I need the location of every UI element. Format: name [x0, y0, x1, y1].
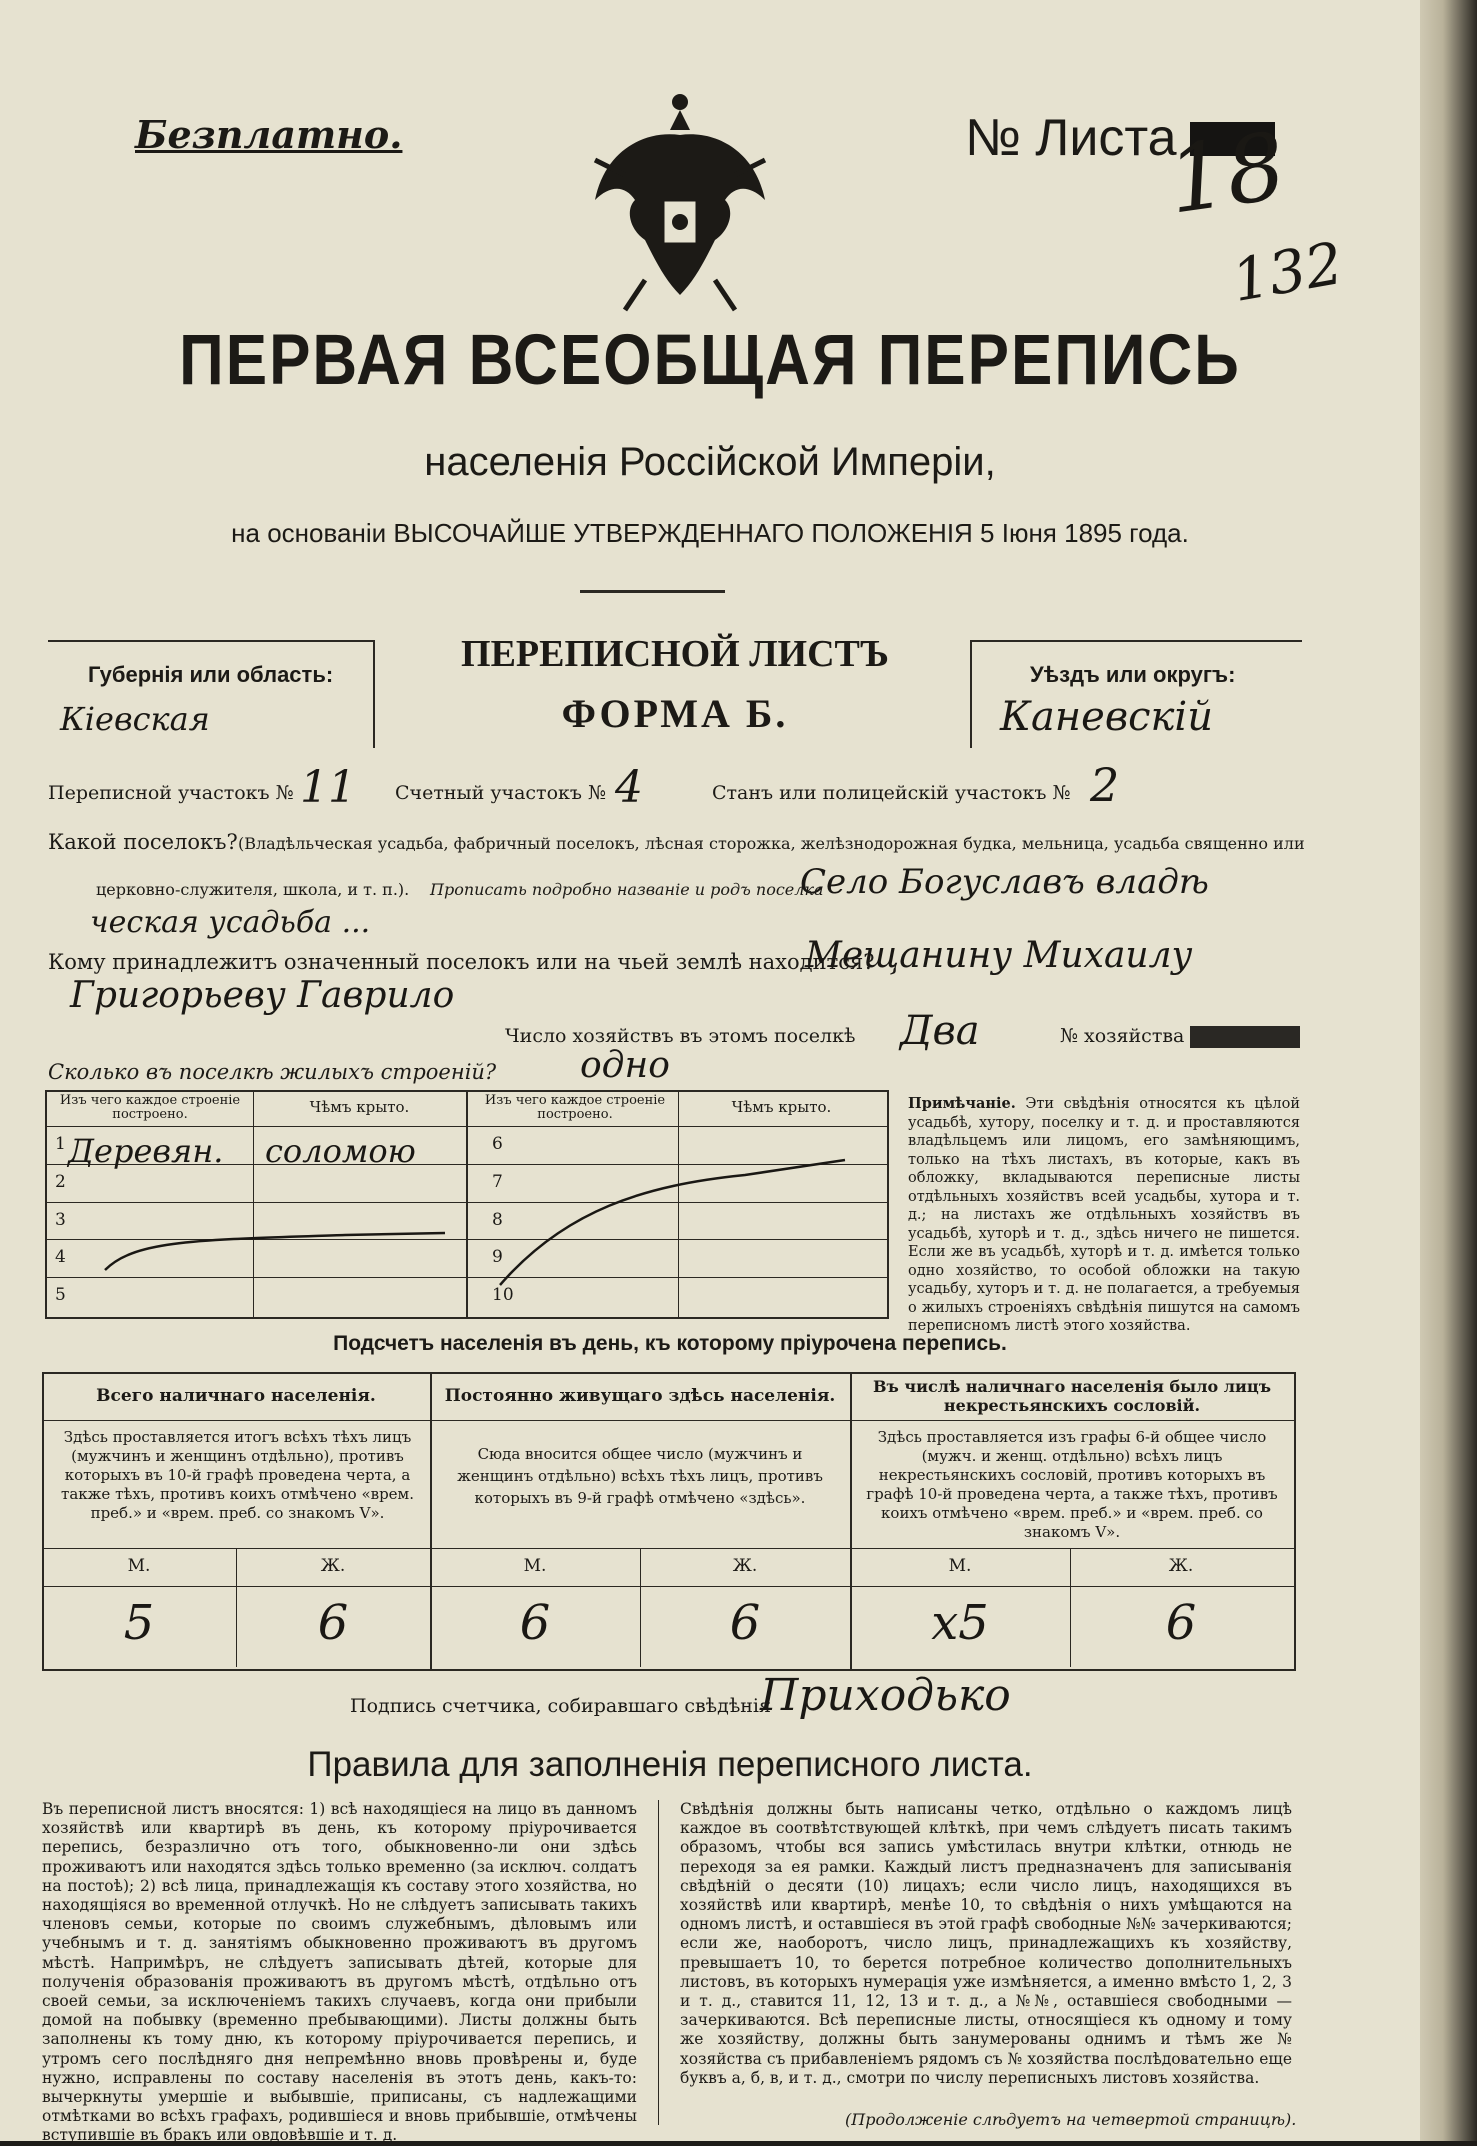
household-number-label: № хозяйства — [1060, 1025, 1185, 1047]
sheet-number-label: № Листа — [965, 109, 1177, 167]
archive-number: 132 — [1226, 228, 1348, 316]
schetny-label: Счетный участокъ № — [395, 782, 606, 804]
count-female-label: Ж. — [1168, 1556, 1194, 1576]
row1-material: Деревян. — [68, 1132, 224, 1170]
count-title: Подсчетъ населенія въ день, къ которому пріурочена перепись. — [333, 1332, 1007, 1355]
household-number-redaction — [1190, 1026, 1300, 1048]
owner-label: Кому принадлежитъ означенный поселокъ или на чьей землѣ находится? — [48, 950, 875, 974]
buildings-row-number-right: 6 — [492, 1134, 503, 1154]
count-value: 5 — [123, 1595, 155, 1651]
signature-label: Подпись счетчика, собиравшаго свѣдѣнія — [350, 1695, 771, 1717]
rules-column-divider — [658, 1800, 659, 2125]
signature-value: Приходько — [760, 1670, 1011, 1721]
count-col2-text: Сюда вносится общее число (мужчинъ и женщинъ отдѣльно) всѣхъ тѣхъ лицъ, противъ которыхъ въ 9-й графѣ отмѣчено «здѣсь». — [457, 1445, 823, 1507]
perepisnoy-label: Переписной участокъ № — [48, 782, 294, 804]
poselok-hint-2: церковно-служителя, школа, и т. п.). — [96, 880, 410, 899]
note-text: Эти свѣдѣнія относятся къ цѣлой усадьбѣ, хутору, поселку и т. д. и проставляются владѣльцемъ или лицомъ, его замѣняющимъ, только на тѣхъ листахъ, въ которые, какъ въ обложку, вкладываются переписные листы отдѣльныхъ хозяйствъ всей усадьбы, хутора и т. д.; на листахъ же отдѣльныхъ хозяйствъ въ усадьбѣ, хуторѣ и т. д., здѣсь ничего не пишется. Если же въ усадьбѣ, хуторѣ и т. д. имѣется только одно хозяйство, то особой обложки на такую усадьбу, хуторъ и т. д. не полагается, а требуемыя о жилыхъ строеніяхъ свѣдѣнія пишутся на самомъ переписномъ листѣ этого хозяйства. — [908, 1096, 1300, 1334]
buildings-col1-header-left: Изъ чего каждое строеніе построено. — [59, 1093, 241, 1122]
rules-right-text: Свѣдѣнія должны быть написаны четко, отдѣльно о каждомъ лицѣ каждое въ соотвѣтствующей клѣткѣ, при чемъ слѣдуетъ писать такимъ образомъ, чтобы вся запись умѣстилась внутри клѣтки, отнюдь не переходя за ея рамки. Каждый листъ предназначенъ для записыванія свѣдѣній о десяти (10) лицахъ; если число лицъ, находящихся въ хозяйствѣ или квартирѣ, менѣе 10, то свѣдѣнія о нихъ умѣщаются на одномъ листѣ, и оставшіеся въ этой графѣ свободные №№ зачеркиваются; если же, наоборотъ, число лицъ, принадлежащихъ къ хозяйству, превышаетъ 10, то берется потребное количество дополнительныхъ листовъ, въ которыхъ нумерація уже измѣняется, а именно вмѣсто 1, 2, 3 и т. д., ставится 11, 12, 13 и т. д., а №№, оставшіеся свободными — зачеркиваются. Всѣ переписные листы, относящіеся къ одному и тому же хозяйству, должны быть занумерованы однимъ и тѣмъ же № хозяйства съ прибавленіемъ рядомъ съ № хозяйства послѣдовательно еще буквъ а, б, в, и т. д., смотри по числу переписныхъ листовъ хозяйства. — [680, 1800, 1292, 2087]
count-value: 6 — [1165, 1595, 1197, 1651]
poselok-value-1: Село Богуславъ владѣ — [800, 862, 1209, 902]
buildings-row-number-right: 9 — [492, 1247, 503, 1268]
buildings-row-number-left: 3 — [55, 1209, 66, 1230]
poselok-value-2: ческая усадьба ... — [90, 905, 371, 940]
households-value: Два — [900, 1008, 980, 1054]
buildings-row-number-left: 2 — [55, 1171, 66, 1192]
uezd-label: Уѣздъ или округъ: — [1030, 662, 1236, 687]
buildings-col1-header-right: Изъ чего каждое строеніе построено. — [484, 1093, 666, 1122]
census-title: ПЕРВАЯ ВСЕОБЩАЯ ПЕРЕПИСЬ — [179, 320, 1241, 401]
poselok-label: Какой поселокъ? — [48, 830, 238, 854]
count-value: 6 — [519, 1595, 551, 1651]
perepisnoy-value: 11 — [300, 762, 356, 813]
sheet-number-value: 18 — [1161, 112, 1292, 235]
strike-through-marks — [45, 1090, 887, 1317]
note-label: Примѣчаніе. — [908, 1095, 1016, 1112]
count-male-label: М. — [127, 1556, 151, 1576]
buildings-row-number-left: 1 — [55, 1134, 66, 1154]
count-value: 6 — [317, 1595, 349, 1651]
header-divider — [580, 590, 725, 593]
count-value: 6 — [729, 1595, 761, 1651]
imperial-eagle-emblem — [585, 90, 775, 320]
buildings-col2-header-right: Чѣмъ крыто. — [731, 1098, 832, 1116]
stan-label: Станъ или полицейскій участокъ № — [712, 782, 1071, 804]
buildings-col2-header-left: Чѣмъ крыто. — [309, 1098, 410, 1116]
count-col2-title: Постоянно живущаго здѣсь населенія. — [444, 1386, 836, 1406]
rules-continued: (Продолженіе слѣдуетъ на четвертой страницѣ). — [845, 2110, 1297, 2129]
guberniya-value: Кіевская — [60, 700, 210, 738]
schetny-value: 4 — [615, 762, 643, 813]
sheet-title: ПЕРЕПИСНОЙ ЛИСТЪ — [461, 633, 889, 675]
count-col1-text: Здѣсь проставляется итогъ всѣхъ тѣхъ лицъ (мужчинъ и женщинъ отдѣльно), противъ которыхъ въ 10-й графѣ проведена черта, а также тѣхъ, противъ коихъ отмѣчено «врем. преб.» и «врем. преб. со знакомъ V». — [61, 1428, 414, 1522]
count-value: х5 — [931, 1595, 989, 1651]
census-basis: на основаніи ВЫСОЧАЙШЕ УТВЕРЖДЕННАГО ПОЛОЖЕНІЯ 5 Іюня 1895 года. — [231, 518, 1189, 548]
rules-left-text: Въ переписной листъ вносятся: 1) всѣ находящіеся на лицо въ данномъ хозяйствѣ или квартирѣ въ день, къ которому пріурочивается перепись, безразлично отъ того, обыкновенно-ли они здѣсь проживаютъ или находятся здѣсь только временно (за исключ. солдатъ на постоѣ); 2) всѣ лица, принадлежащія къ составу этого хозяйства, но находящіяся во временной отлучкѣ. Но не слѣдуетъ записывать такихъ членовъ семьи, которые по своимъ служебнымъ, дѣловымъ или учебнымъ и т. д. занятіямъ обыкновенно проживаютъ въ другомъ мѣстѣ. Напримѣръ, не слѣдуетъ записывать дѣтей, которые для полученія образованія проживаютъ въ другомъ мѣстѣ, отдѣльно отъ своей семьи, за исключеніемъ такихъ случаевъ, когда они прибыли домой на побывку (временно пребывающими). Листы должны быть заполнены къ тому дню, къ которому пріурочивается перепись, и утромъ сего послѣдняго дня непремѣнно вновь провѣрены и, буде нужно, исправлены по составу населенія въ этотъ день, какъ-то: вычеркнуты умершіе и выбывшіе, приписаны, съ надлежащими отмѣтками во всѣхъ графахъ, родившіеся и вновь прибывшіе, отмѣчены вступившіе въ бракъ или овдовѣвшіе и т. д. — [42, 1800, 637, 2145]
buildings-label: Сколько въ поселкѣ жилыхъ строеній? — [48, 1060, 497, 1084]
rules-title: Правила для заполненія переписного листа. — [307, 1745, 1033, 1784]
count-male-label: М. — [523, 1556, 547, 1576]
count-col1-title: Всего наличнаго населенія. — [96, 1386, 376, 1406]
page-edge — [1420, 0, 1477, 2141]
buildings-row-number-right: 7 — [492, 1171, 503, 1192]
count-title-line — [42, 1420, 1294, 1421]
free-label: Безплатно. — [135, 112, 403, 157]
uezd-value: Каневскій — [1000, 694, 1213, 740]
form-title: ФОРМА Б. — [561, 691, 789, 736]
poselok-instruction: Прописать подробно названіе и родъ поселка — [430, 880, 824, 899]
count-col3-text: Здѣсь проставляется изъ графы 6-й общее число (мужч. и женщ. отдѣльно) всѣхъ лицъ некрестьянскихъ сословій, противъ которыхъ въ графѣ 10-й проведена черта, а также тѣхъ, противъ коихъ отмѣчено «врем. преб.» и «врем. преб. со знакомъ V». — [866, 1428, 1278, 1541]
owner-value-2: Григорьеву Гаврило — [70, 975, 455, 1016]
count-female-label: Ж. — [320, 1556, 346, 1576]
guberniya-label: Губернія или область: — [88, 662, 334, 687]
count-female-label: Ж. — [732, 1556, 758, 1576]
stan-value: 2 — [1090, 758, 1120, 812]
census-subtitle: населенія Россійской Имперіи, — [424, 440, 996, 484]
row1-roof: соломою — [265, 1132, 416, 1170]
count-values-line — [42, 1586, 1294, 1587]
buildings-value: одно — [580, 1045, 670, 1086]
households-label: Число хозяйствъ въ этомъ поселкѣ — [505, 1025, 856, 1047]
buildings-row-number-left: 5 — [55, 1285, 66, 1306]
count-mf-line — [42, 1548, 1294, 1549]
buildings-row-number-left: 4 — [55, 1247, 66, 1268]
count-col3-title: Въ числѣ наличнаго населенія было лицъ некрестьянскихъ сословій. — [873, 1377, 1271, 1415]
poselok-hint: (Владѣльческая усадьба, фабричный поселокъ, лѣсная сторожка, желѣзнодорожная будка, мельница, усадьба священно или — [238, 834, 1305, 853]
buildings-row-number-right: 10 — [492, 1285, 514, 1306]
buildings-row-number-right: 8 — [492, 1209, 503, 1230]
owner-value-1: Мещанину Михаилу — [805, 935, 1193, 976]
note-block — [908, 1095, 1300, 1336]
count-male-label: М. — [948, 1556, 972, 1576]
